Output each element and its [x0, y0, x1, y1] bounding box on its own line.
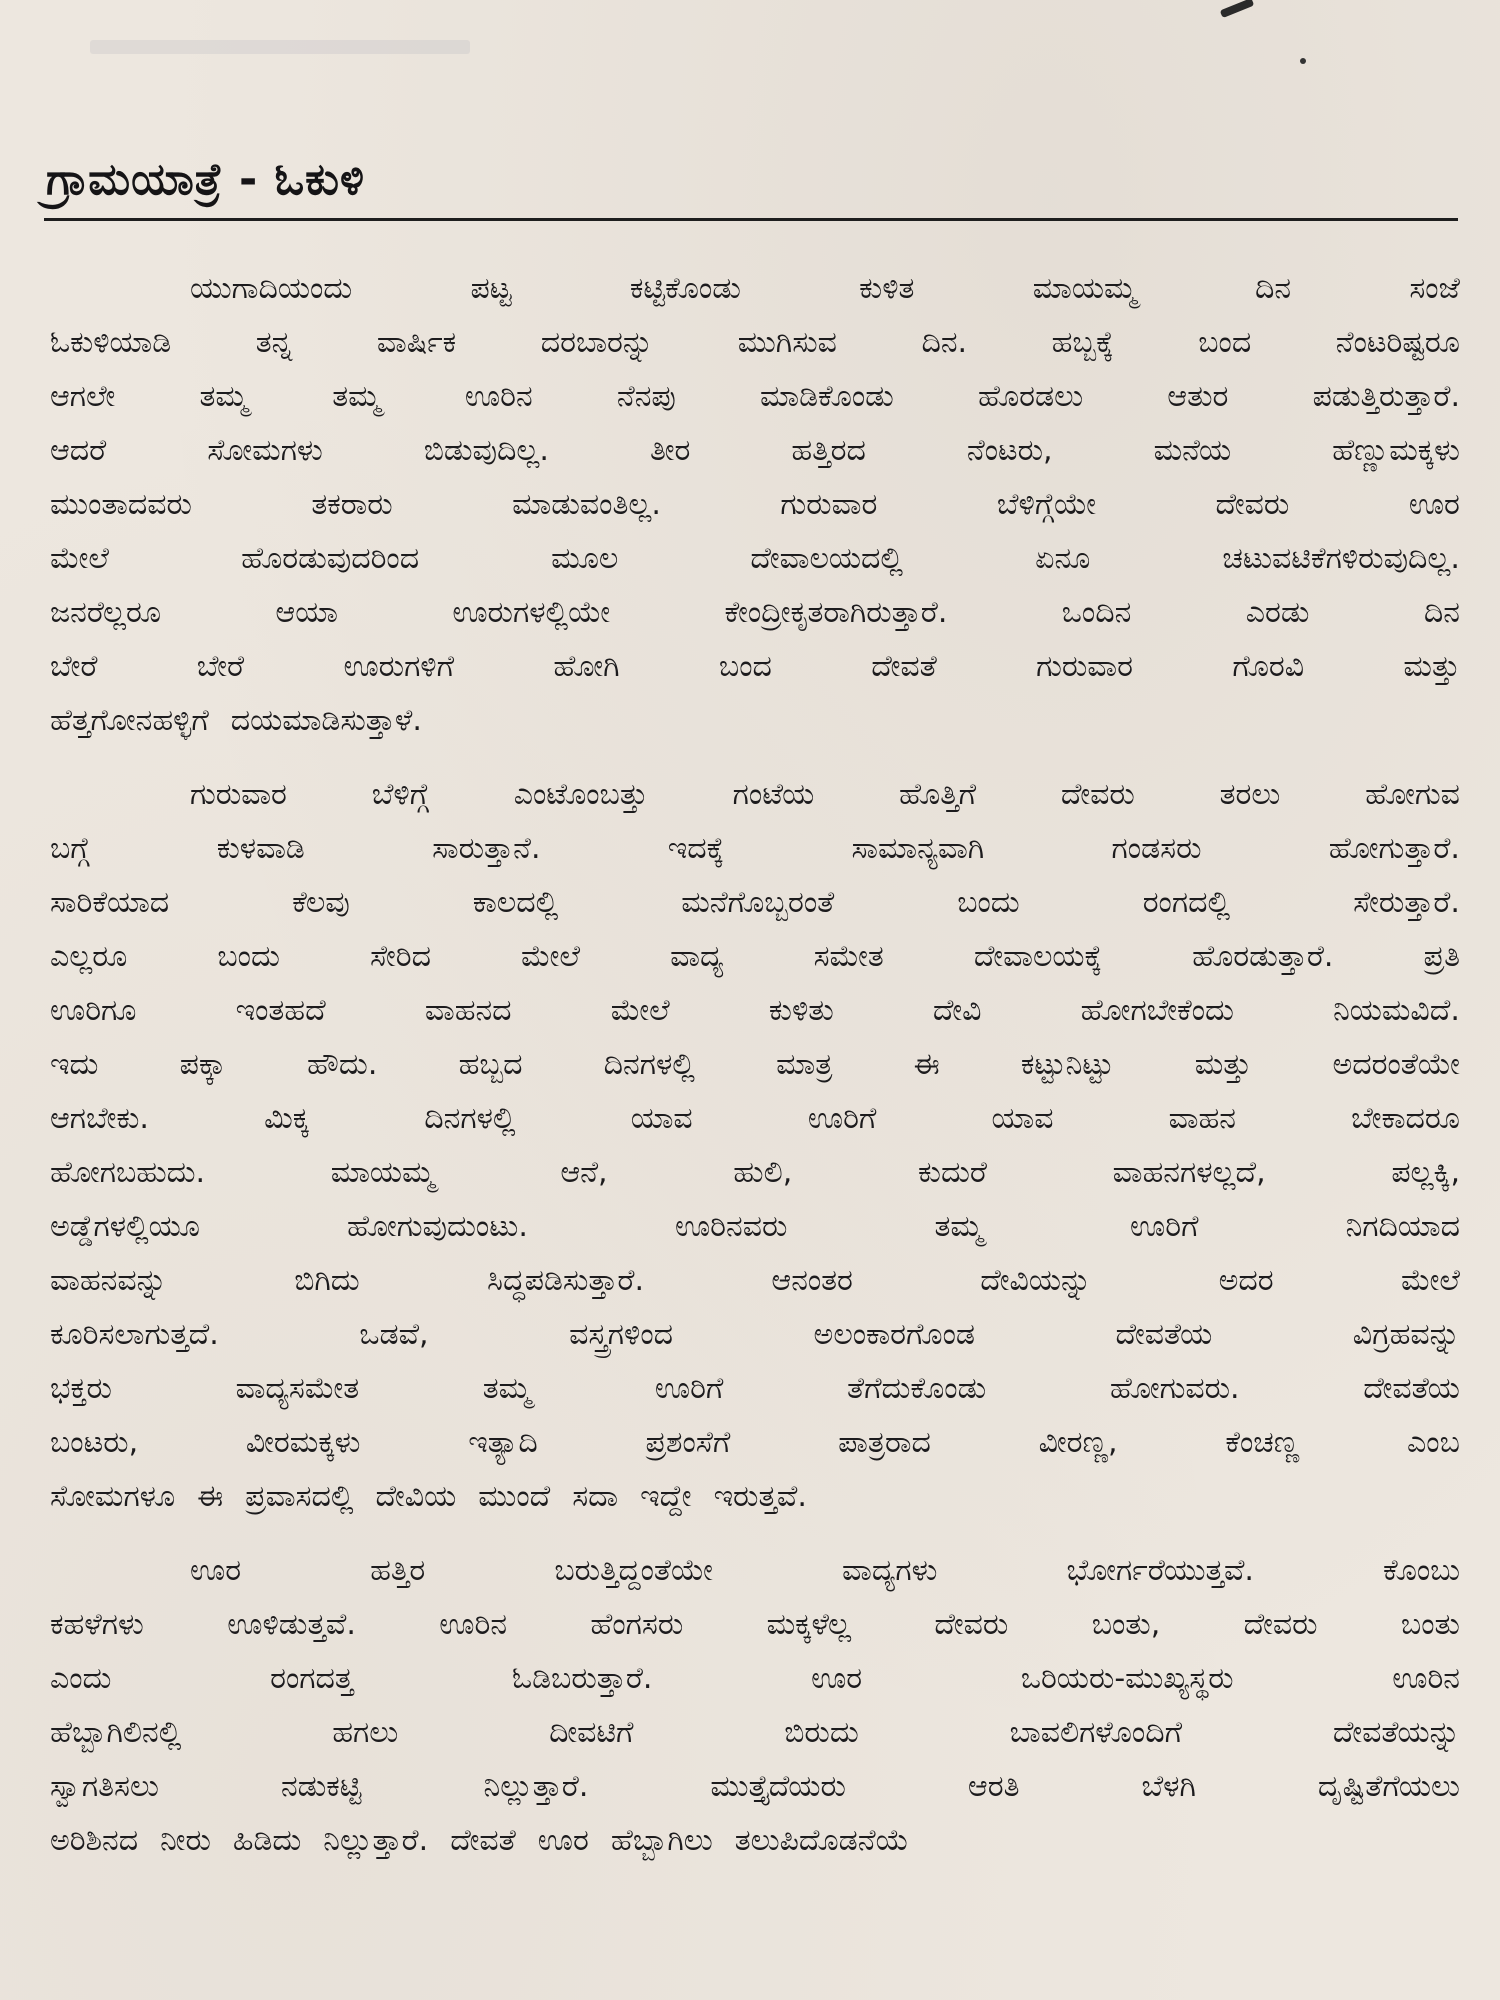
word: ಆಯಾ — [275, 595, 338, 630]
word: ತಮ್ಮ — [482, 1371, 532, 1406]
text-line — [50, 1092, 1460, 1146]
word: ಆಗಬೇಕು. — [50, 1101, 149, 1136]
article-body — [50, 262, 1460, 1888]
word: ಬೆಳಗಿ — [1141, 1769, 1196, 1804]
text-line — [50, 984, 1460, 1038]
word: ಊರ — [811, 1661, 863, 1696]
ink-scratch — [1220, 0, 1255, 18]
word: ಮತ್ತು — [1403, 649, 1460, 684]
word: ಹೆಣ್ಣುಮಕ್ಕಳು — [1332, 433, 1460, 468]
word: ದೇವರು — [1060, 777, 1135, 812]
word: ಊಳಿಡುತ್ತವೆ. — [227, 1607, 356, 1642]
word: ದೀವಟಿಗೆ — [549, 1715, 634, 1750]
word: ಊರಿಗೆ — [654, 1371, 724, 1406]
text-line — [50, 370, 1460, 424]
word: ಬಂತು — [1400, 1607, 1460, 1642]
word: ಪಾತ್ರರಾದ — [838, 1425, 931, 1460]
word: ಊರುಗಳಿಗೆ — [343, 649, 455, 684]
text-line — [50, 1200, 1460, 1254]
word: ಇಂತಹದೆ — [235, 993, 326, 1028]
word: ಬಂದು — [217, 939, 280, 974]
word: ಊರಿಗೂ — [50, 993, 137, 1028]
text-line — [50, 1146, 1460, 1200]
word: ವೀರಣ್ಣ, — [1038, 1425, 1118, 1460]
word: ಎರಡು — [1245, 595, 1310, 630]
word: ಬೇರೆ — [50, 649, 98, 684]
text-line — [50, 532, 1460, 586]
word: ಆದರೆ — [50, 433, 107, 468]
word: ಕೊಂಬು — [1383, 1553, 1460, 1588]
word: ಹೊರಡುವುದರಿಂದ — [241, 541, 420, 576]
word: ಎಂಬ — [1407, 1425, 1460, 1460]
text-line — [50, 1544, 1460, 1598]
word: ನೆನಪು — [616, 379, 676, 414]
word: ಮುತ್ತೈದೆಯರು — [710, 1769, 846, 1804]
word: ಕುದುರೆ — [917, 1155, 987, 1190]
text-line — [50, 586, 1460, 640]
text-line — [50, 876, 1460, 930]
word: ತೆಗೆದುಕೊಂಡು — [846, 1371, 987, 1406]
paragraph-3 — [50, 1544, 1460, 1868]
ink-speck — [1300, 58, 1306, 64]
word: ದೇವತೆಯನ್ನು — [1332, 1715, 1460, 1750]
word: ವಸ್ತ್ರಗಳಿಂದ — [569, 1317, 674, 1352]
text-line — [50, 1598, 1460, 1652]
word: ಕಟ್ಟುನಿಟ್ಟು — [1020, 1047, 1114, 1082]
word: ತಮ್ಮ — [934, 1209, 983, 1244]
word: ಊರ — [537, 1823, 589, 1858]
word: ಗುರುವಾರ — [1036, 649, 1133, 684]
word: ಇರುತ್ತವೆ. — [713, 1479, 807, 1514]
word: ವಿಗ್ರಹವನ್ನು — [1352, 1317, 1460, 1352]
word: ಊರಿನ — [1392, 1661, 1460, 1696]
word: ಹಬ್ಬಕ್ಕೆ — [1051, 325, 1114, 360]
word: ಊರ — [1408, 487, 1460, 522]
text-line — [50, 1706, 1460, 1760]
word: ಗುರುವಾರ — [190, 777, 287, 812]
word: ದೇವತೆಯ — [1363, 1371, 1460, 1406]
text-line — [50, 1760, 1460, 1814]
word: ಹೋಗುತ್ತಾರೆ. — [1328, 831, 1460, 866]
word: ರಂಗದಲ್ಲಿ — [1142, 885, 1231, 920]
word: ಒಡವೆ, — [359, 1317, 429, 1352]
word: ತಮ್ಮ — [199, 379, 249, 414]
text-line — [50, 640, 1460, 694]
word: ದಿನಗಳಲ್ಲಿ — [424, 1101, 516, 1136]
word: ಓಡಿಬರುತ್ತಾರೆ. — [512, 1661, 653, 1696]
word: ಬಂತು, — [1091, 1607, 1161, 1642]
word: ಮತ್ತು — [1194, 1047, 1252, 1082]
word: ಊರ — [190, 1553, 242, 1588]
text-line — [50, 316, 1460, 370]
text-line — [50, 262, 1460, 316]
word: ಯುಗಾದಿಯಂದು — [190, 271, 353, 306]
word: ಜನರೆಲ್ಲರೂ — [50, 595, 161, 630]
text-line — [50, 1254, 1460, 1308]
word: ಬಾವಲಿಗಳೊಂದಿಗೆ — [1009, 1715, 1183, 1750]
word: ಮನೆಯ — [1153, 433, 1232, 468]
word: ನಿಲ್ಲುತ್ತಾರೆ. — [483, 1769, 589, 1804]
word: ಬಂದ — [718, 649, 772, 684]
word: ಸಿದ್ಧಪಡಿಸುತ್ತಾರೆ. — [487, 1263, 645, 1298]
word: ತನ್ನ — [255, 325, 293, 360]
word: ಮುಗಿಸುವ — [737, 325, 837, 360]
word: ಇದಕ್ಕೆ — [667, 831, 725, 866]
word: ದೇವಿಯನ್ನು — [980, 1263, 1092, 1298]
word: ಭೋರ್ಗರೆಯುತ್ತವೆ. — [1066, 1553, 1254, 1588]
word: ಬಿರುದು — [784, 1715, 859, 1750]
word: ಇದು — [50, 1047, 99, 1082]
word: ಏನೂ — [1035, 541, 1091, 576]
word: ಎಂದು — [50, 1661, 112, 1696]
word: ಬಗ್ಗೆ — [50, 831, 90, 866]
word: ರಂಗದತ್ತ — [270, 1661, 354, 1696]
word: ಹೆಂಗಸರು — [590, 1607, 684, 1642]
word: ಹೊರಡುತ್ತಾರೆ. — [1192, 939, 1334, 974]
word: ಹೆತ್ತಗೋನಹಳ್ಳಿಗೆ — [50, 703, 209, 738]
word: ತಲುಪಿದೊಡನೆಯೆ — [734, 1823, 909, 1858]
word: ಎಂಟೊಂಬತ್ತು — [513, 777, 648, 812]
word: ಮುಂತಾದವರು — [50, 487, 192, 522]
text-line — [50, 1470, 1460, 1524]
word: ದೇವಾಲಯದಲ್ಲಿ — [750, 541, 904, 576]
word: ಬೆಳಿಗ್ಗೆ — [371, 777, 429, 812]
text-line — [50, 1814, 1460, 1868]
word: ಬೇಕಾದರೂ — [1351, 1101, 1460, 1136]
word: ಸೋಮಗಳೂ — [50, 1479, 176, 1514]
word: ಹುಲಿ, — [733, 1155, 793, 1190]
word: ದಿನ. — [921, 325, 968, 360]
word: ಮೂಲ — [551, 541, 619, 576]
word: ಅಲಂಕಾರಗೊಂಡ — [813, 1317, 975, 1352]
word: ಸಾಮಾನ್ಯವಾಗಿ — [851, 831, 985, 866]
word: ಗಂಟೆಯ — [732, 777, 815, 812]
word: ಸಾರಿಕೆಯಾದ — [50, 885, 170, 920]
word: ದಿನಗಳಲ್ಲಿ — [603, 1047, 695, 1082]
word: ಮಾತ್ರ — [776, 1047, 833, 1082]
word: ಗುರುವಾರ — [780, 487, 878, 522]
word: ವಾಹನಗಳಲ್ಲದೆ, — [1112, 1155, 1266, 1190]
word: ಬಿಡುವುದಿಲ್ಲ. — [423, 433, 549, 468]
word: ಹೊತ್ತಿಗೆ — [899, 777, 977, 812]
word: ಹೋಗುವುದುಂಟು. — [347, 1209, 528, 1244]
word: ವಾಹನದ — [424, 993, 512, 1028]
word: ಈ — [197, 1479, 224, 1514]
word: ಊರಿಗೆ — [1130, 1209, 1199, 1244]
word: ಊರಿನ — [439, 1607, 508, 1642]
word: ಅದರಂತೆಯೇ — [1332, 1047, 1460, 1082]
word: ಸೇರುತ್ತಾರೆ. — [1353, 885, 1460, 920]
word: ಊರುಗಳಲ್ಲಿಯೇ — [452, 595, 611, 630]
word: ದೃಷ್ಟಿತೆಗೆಯಲು — [1317, 1769, 1460, 1804]
word: ನಿಲ್ಲುತ್ತಾರೆ. — [323, 1823, 429, 1858]
word: ಆಗಲೇ — [50, 379, 116, 414]
word: ಊರಿನ — [464, 379, 533, 414]
paragraph-1 — [50, 262, 1460, 748]
word: ನಿಗದಿಯಾದ — [1345, 1209, 1460, 1244]
word: ಮೇಲೆ — [521, 939, 581, 974]
word: ಭಕ್ತರು — [50, 1371, 112, 1406]
word: ದರಬಾರನ್ನು — [540, 325, 654, 360]
text-line — [50, 694, 1460, 748]
text-line — [50, 1038, 1460, 1092]
word: ತೀರ — [649, 433, 691, 468]
word: ಹೋಗಿ — [553, 649, 620, 684]
word: ಕುಳಿತು — [768, 993, 834, 1028]
word: ಸ್ವಾಗತಿಸಲು — [50, 1769, 159, 1804]
word: ಕೆಲವು — [292, 885, 350, 920]
word: ಒರಿಯರು-ಮುಖ್ಯಸ್ಥರು — [1020, 1661, 1234, 1696]
word: ಚಟುವಟಿಕೆಗಳಿರುವುದಿಲ್ಲ. — [1222, 541, 1460, 576]
word: ಹೋಗಬಹುದು. — [50, 1155, 206, 1190]
page-title: ಗ್ರಾಮಯಾತ್ರೆ - ಓಕುಳಿ — [46, 154, 365, 205]
word: ಪಟ್ಟ — [470, 271, 512, 306]
paragraph-2 — [50, 768, 1460, 1524]
word: ಸಂಜೆ — [1409, 271, 1460, 306]
word: ದೇವತೆ — [871, 649, 937, 684]
word: ಮೇಲೆ — [50, 541, 110, 576]
word: ಒಂದಿನ — [1061, 595, 1132, 630]
word: ವೀರಮಕ್ಕಳು — [245, 1425, 361, 1460]
word: ಆನೆ, — [560, 1155, 608, 1190]
word: ದಿನ — [1423, 595, 1460, 630]
word: ದಿನ — [1254, 271, 1292, 306]
word: ಮುಂದೆ — [478, 1479, 551, 1514]
word: ಯಾವ — [630, 1101, 693, 1136]
word: ಸಾರುತ್ತಾನೆ. — [432, 831, 541, 866]
word: ಮೇಲೆ — [610, 993, 670, 1028]
word: ದೇವತೆಯ — [1115, 1317, 1213, 1352]
text-line — [50, 1362, 1460, 1416]
word: ಅಡ್ಡೆಗಳಲ್ಲಿಯೂ — [50, 1209, 200, 1244]
title-underline — [44, 218, 1458, 221]
word: ಓಕುಳಿಯಾಡಿ — [50, 325, 172, 360]
word: ಈ — [913, 1047, 940, 1082]
word: ಹತ್ತಿರದ — [791, 433, 866, 468]
word: ಕೆಂಚಣ್ಣ — [1225, 1425, 1300, 1460]
word: ತಮ್ಮ — [332, 379, 381, 414]
word: ನೀರು — [160, 1823, 211, 1858]
word: ಆರತಿ — [967, 1769, 1020, 1804]
text-line — [50, 478, 1460, 532]
word: ಕೇಂದ್ರೀಕೃತರಾಗಿರುತ್ತಾರೆ. — [724, 595, 948, 630]
word: ಹತ್ತಿರ — [370, 1553, 426, 1588]
text-line — [50, 1652, 1460, 1706]
word: ಗೊರವಿ — [1232, 649, 1305, 684]
text-line — [50, 1308, 1460, 1362]
word: ಊರಿಗೆ — [807, 1101, 877, 1136]
word: ಮೇಲೆ — [1400, 1263, 1460, 1298]
word: ಹಗಲು — [332, 1715, 399, 1750]
text-line — [50, 930, 1460, 984]
word: ಹಿಡಿದು — [232, 1823, 302, 1858]
word: ಸೇರಿದ — [369, 939, 431, 974]
word: ಅದರ — [1218, 1263, 1274, 1298]
word: ಬೇರೆ — [196, 649, 245, 684]
word: ತಕರಾರು — [311, 487, 393, 522]
word: ದಯಮಾಡಿಸುತ್ತಾಳೆ. — [230, 703, 422, 738]
word: ಆನಂತರ — [771, 1263, 853, 1298]
word: ದೇವಾಲಯಕ್ಕೆ — [973, 939, 1103, 974]
word: ನಡುಕಟ್ಟಿ — [280, 1769, 362, 1804]
word: ಪಕ್ಕಾ — [179, 1047, 226, 1082]
word: ಪ್ರಶಂಸೆಗೆ — [645, 1425, 731, 1460]
word: ಹೊರಡಲು — [978, 379, 1084, 414]
word: ಪ್ರವಾಸದಲ್ಲಿ — [245, 1479, 354, 1514]
word: ವಾರ್ಷಿಕ — [376, 325, 457, 360]
word: ವಾದ್ಯಸಮೇತ — [235, 1371, 360, 1406]
word: ವಾಹನ — [1168, 1101, 1236, 1136]
word: ಮಾಡುವಂತಿಲ್ಲ. — [512, 487, 661, 522]
word: ಮಿಕ್ಕ — [264, 1101, 310, 1136]
word: ಹೋಗುವರು. — [1109, 1371, 1240, 1406]
word: ಹೌದು. — [306, 1047, 378, 1082]
text-line — [50, 822, 1460, 876]
word: ಮಾಯಮ್ಮ — [330, 1155, 435, 1190]
word: ಕಾಲದಲ್ಲಿ — [472, 885, 559, 920]
word: ಮಾಯಮ್ಮ — [1032, 271, 1137, 306]
word: ಬರುತ್ತಿದ್ದಂತೆಯೇ — [554, 1553, 713, 1588]
faded-header-mark — [90, 40, 470, 54]
word: ಸೋಮಗಳು — [207, 433, 323, 468]
word: ಕಹಳೆಗಳು — [50, 1607, 144, 1642]
word: ಬಂದು — [957, 885, 1020, 920]
word: ಬೆಳಿಗ್ಗೆಯೇ — [996, 487, 1096, 522]
word: ಅರಿಶಿನದ — [50, 1823, 139, 1858]
word: ಹೋಗಬೇಕೆಂದು — [1080, 993, 1234, 1028]
word: ಹೋಗುವ — [1365, 777, 1460, 812]
word: ಹೆಬ್ಬಾಗಿಲಿನಲ್ಲಿ — [50, 1715, 182, 1750]
word: ಕುಳಿತ — [859, 271, 915, 306]
word: ಹೆಬ್ಬಾಗಿಲು — [610, 1823, 713, 1858]
word: ಬಂಟರು, — [50, 1425, 139, 1460]
word: ಪ್ರತಿ — [1423, 939, 1460, 974]
word: ದೇವರು — [1243, 1607, 1318, 1642]
text-line — [50, 768, 1460, 822]
word: ಎಲ್ಲರೂ — [50, 939, 128, 974]
word: ಪಡುತ್ತಿರುತ್ತಾರೆ. — [1312, 379, 1460, 414]
word: ಸದಾ — [572, 1479, 619, 1514]
text-line — [50, 424, 1460, 478]
word: ಇತ್ಯಾದಿ — [468, 1425, 538, 1460]
word: ಬಂದ — [1198, 325, 1252, 360]
word: ಯಾವ — [991, 1101, 1054, 1136]
word: ಮಕ್ಕಳೆಲ್ಲ — [766, 1607, 852, 1642]
word: ವಾದ್ಯಗಳು — [842, 1553, 938, 1588]
word: ಪಲ್ಲಕ್ಕಿ, — [1391, 1155, 1460, 1190]
word: ವಾಹನವನ್ನು — [50, 1263, 167, 1298]
word: ಬಿಗಿದು — [294, 1263, 360, 1298]
word: ದೇವರು — [934, 1607, 1009, 1642]
word: ಮನೆಗೊಬ್ಬರಂತೆ — [681, 885, 835, 920]
word: ದೇವತೆ — [450, 1823, 516, 1858]
word: ನೆಂಟರಿಷ್ಟರೂ — [1335, 325, 1460, 360]
word: ಸಮೇತ — [813, 939, 884, 974]
word: ತರಲು — [1219, 777, 1281, 812]
word: ಹಬ್ಬದ — [458, 1047, 523, 1082]
word: ಇದ್ದೇ — [640, 1479, 692, 1514]
word: ದೇವಿಯ — [375, 1479, 457, 1514]
word: ಗಂಡಸರು — [1111, 831, 1202, 866]
word: ಕುಳವಾಡಿ — [216, 831, 305, 866]
word: ಮಾಡಿಕೊಂಡು — [760, 379, 894, 414]
word: ಕೂರಿಸಲಾಗುತ್ತದೆ. — [50, 1317, 219, 1352]
word: ದೇವಿ — [932, 993, 982, 1028]
word: ನಿಯಮವಿದೆ. — [1333, 993, 1460, 1028]
word: ವಾದ್ಯ — [670, 939, 724, 974]
word: ಊರಿನವರು — [674, 1209, 788, 1244]
word: ದೇವರು — [1215, 487, 1290, 522]
word: ನೆಂಟರು, — [966, 433, 1053, 468]
word: ಆತುರ — [1167, 379, 1229, 414]
word: ಕಟ್ಟಿಕೊಂಡು — [629, 271, 741, 306]
text-line — [50, 1416, 1460, 1470]
